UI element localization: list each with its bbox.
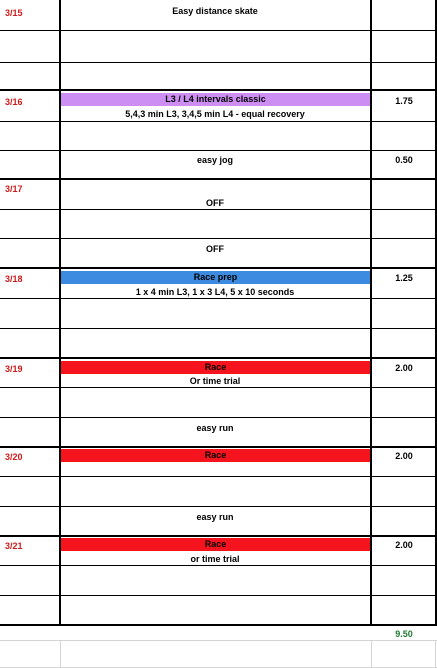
row-border — [0, 209, 437, 210]
workout-description[interactable]: easy run — [196, 423, 234, 433]
hours-cell[interactable]: 2.00 — [395, 540, 413, 550]
gridline — [371, 640, 372, 668]
total-hours-cell[interactable]: 9.50 — [395, 629, 413, 639]
workout-description[interactable]: 5,4,3 min L3, 3,4,5 min L4 - equal recovery — [125, 109, 305, 119]
row-border — [0, 565, 437, 566]
row-border — [0, 178, 437, 180]
date-cell[interactable]: 3/18 — [5, 274, 23, 284]
workout-highlight-bar[interactable] — [61, 538, 370, 551]
row-border — [0, 89, 437, 91]
workout-title: L3 / L4 intervals classic — [165, 94, 266, 104]
workout-title: Race prep — [193, 272, 238, 282]
row-border — [0, 476, 437, 477]
column-border-middle — [370, 0, 372, 626]
workout-highlight-bar[interactable] — [61, 93, 370, 106]
row-border — [0, 535, 437, 537]
row-border — [0, 357, 437, 359]
hours-cell[interactable]: 1.25 — [395, 273, 413, 283]
row-border — [0, 121, 437, 122]
date-cell[interactable]: 3/19 — [5, 364, 23, 374]
hours-cell[interactable]: 2.00 — [395, 451, 413, 461]
row-border — [0, 62, 437, 63]
hours-cell[interactable]: 0.50 — [395, 155, 413, 165]
row-border — [0, 387, 437, 388]
row-border — [0, 446, 437, 448]
workout-description[interactable]: 1 x 4 min L3, 1 x 3 L4, 5 x 10 seconds — [135, 287, 295, 297]
row-border — [0, 595, 437, 596]
hours-cell[interactable]: 1.75 — [395, 96, 413, 106]
workout-description[interactable]: easy run — [196, 512, 234, 522]
date-cell[interactable]: 3/20 — [5, 452, 23, 462]
date-cell[interactable]: 3/21 — [5, 541, 23, 551]
date-cell[interactable]: 3/15 — [5, 8, 23, 18]
row-border — [0, 417, 437, 418]
gridline — [435, 640, 436, 668]
row-border — [0, 506, 437, 507]
workout-description[interactable]: Or time trial — [189, 376, 241, 386]
workout-description[interactable]: OFF — [206, 244, 224, 254]
row-border — [0, 238, 437, 239]
workout-highlight-bar[interactable] — [61, 271, 370, 284]
workout-title: Race — [204, 450, 227, 460]
workout-highlight-bar[interactable] — [61, 449, 370, 462]
row-border — [0, 298, 437, 299]
workout-description[interactable]: or time trial — [190, 554, 240, 564]
hours-cell[interactable]: 2.00 — [395, 363, 413, 373]
gridline — [60, 640, 61, 668]
row-border — [0, 150, 437, 151]
workout-description[interactable]: OFF — [206, 198, 224, 208]
workout-highlight-bar[interactable] — [61, 361, 370, 374]
workout-description[interactable]: easy jog — [196, 155, 234, 165]
workout-title: Race — [204, 362, 227, 372]
date-cell[interactable]: 3/17 — [5, 184, 23, 194]
workout-description[interactable]: Easy distance skate — [172, 6, 258, 16]
row-border — [0, 30, 437, 31]
date-cell[interactable]: 3/16 — [5, 97, 23, 107]
row-border — [0, 267, 437, 269]
row-border — [0, 328, 437, 329]
workout-title: Race — [204, 539, 227, 549]
row-border — [0, 624, 437, 626]
